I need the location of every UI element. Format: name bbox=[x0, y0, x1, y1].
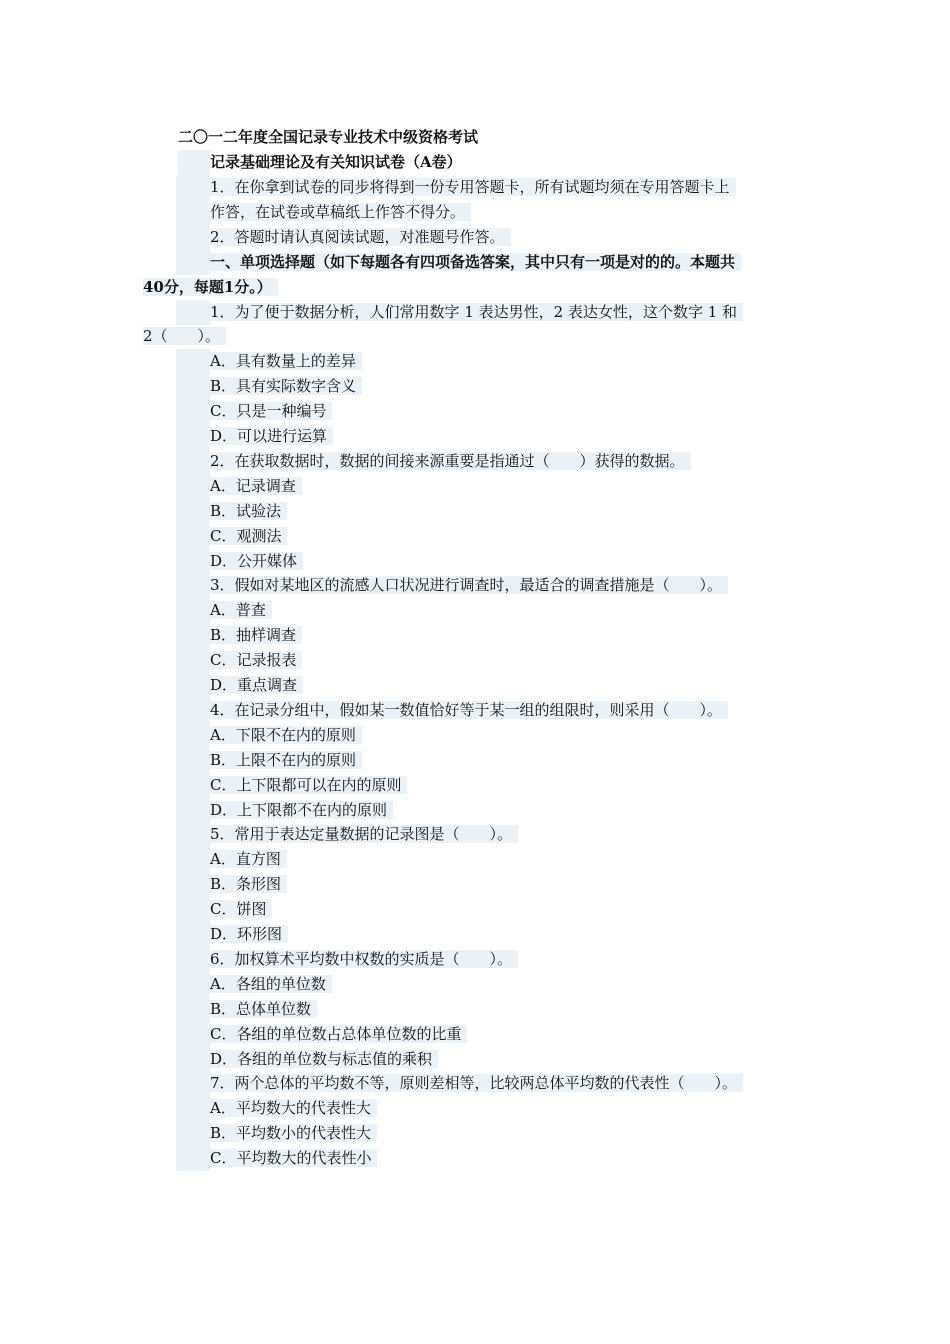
question-stem: 4．在记录分组中，假如某一数值恰好等于某一组的组限时，则采用（ ）。 bbox=[176, 698, 728, 723]
question-option: D．环形图 bbox=[176, 922, 288, 947]
question-option: D．公开媒体 bbox=[176, 549, 303, 574]
question-option: B．抽样调查 bbox=[176, 623, 302, 648]
question-stem: 7．两个总体的平均数不等，原则差相等，比较两总体平均数的代表性（ ）。 bbox=[176, 1071, 743, 1096]
question-option: B．具有实际数字含义 bbox=[176, 374, 362, 399]
question-stem-continued: 2（ ）。 bbox=[143, 324, 226, 349]
question-option: C．上下限都可以在内的原则 bbox=[176, 773, 407, 798]
question-option: A．各组的单位数 bbox=[176, 972, 332, 997]
question-option: D．各组的单位数与标志值的乘积 bbox=[176, 1047, 438, 1072]
question-option: C．各组的单位数占总体单位数的比重 bbox=[176, 1022, 467, 1047]
question-option: C．观测法 bbox=[176, 524, 287, 549]
section-heading-continued: 40分，每题1分。） bbox=[143, 275, 278, 300]
instruction-note-line: 1．在你拿到试卷的同步将得到一份专用答题卡，所有试题均须在专用答题卡上 bbox=[176, 175, 736, 200]
question-stem: 6．加权算术平均数中权数的实质是（ ）。 bbox=[176, 947, 518, 972]
question-stem: 1．为了便于数据分析，人们常用数字 1 表达男性，2 表达女性，这个数字 1 和 bbox=[176, 300, 743, 325]
question-option: A．平均数大的代表性大 bbox=[176, 1096, 377, 1121]
question-option: B．总体单位数 bbox=[176, 997, 317, 1022]
question-option: B．平均数小的代表性大 bbox=[176, 1121, 377, 1146]
question-option: A．记录调查 bbox=[176, 474, 302, 499]
section-heading: 一、单项选择题（如下每题各有四项备选答案，其中只有一项是对的的。本题共 bbox=[176, 250, 741, 275]
question-option: A．下限不在内的原则 bbox=[176, 723, 362, 748]
question-stem: 5．常用于表达定量数据的记录图是（ ）。 bbox=[176, 822, 518, 847]
question-option: D．上下限都不在内的原则 bbox=[176, 798, 393, 823]
question-option: B．条形图 bbox=[176, 872, 287, 897]
instruction-note-line: 作答，在试卷或草稿纸上作答不得分。 bbox=[176, 200, 471, 225]
question-option: C．饼图 bbox=[176, 897, 272, 922]
question-option: C．记录报表 bbox=[176, 648, 302, 673]
question-option: C．只是一种编号 bbox=[176, 399, 332, 424]
question-option: B．试验法 bbox=[176, 499, 287, 524]
question-option: D．重点调查 bbox=[176, 673, 303, 698]
question-option: D．可以进行运算 bbox=[176, 424, 333, 449]
question-option: A．具有数量上的差异 bbox=[176, 349, 362, 374]
question-stem: 3．假如对某地区的流感人口状况进行调查时，最适合的调查措施是（ ）。 bbox=[176, 573, 728, 598]
instruction-note-line: 2．答题时请认真阅读试题，对准题号作答。 bbox=[176, 225, 511, 250]
question-option: A．直方图 bbox=[176, 847, 287, 872]
document-subtitle: 记录基础理论及有关知识试卷（A卷） bbox=[178, 150, 462, 175]
question-option: A．普查 bbox=[176, 598, 272, 623]
document-title: 二〇一二年度全国记录专业技术中级资格考试 bbox=[178, 128, 479, 146]
question-option: C．平均数大的代表性小 bbox=[176, 1146, 377, 1171]
question-stem: 2．在获取数据时，数据的间接来源重要是指通过（ ）获得的数据。 bbox=[176, 449, 691, 474]
question-option: B．上限不在内的原则 bbox=[176, 748, 362, 773]
